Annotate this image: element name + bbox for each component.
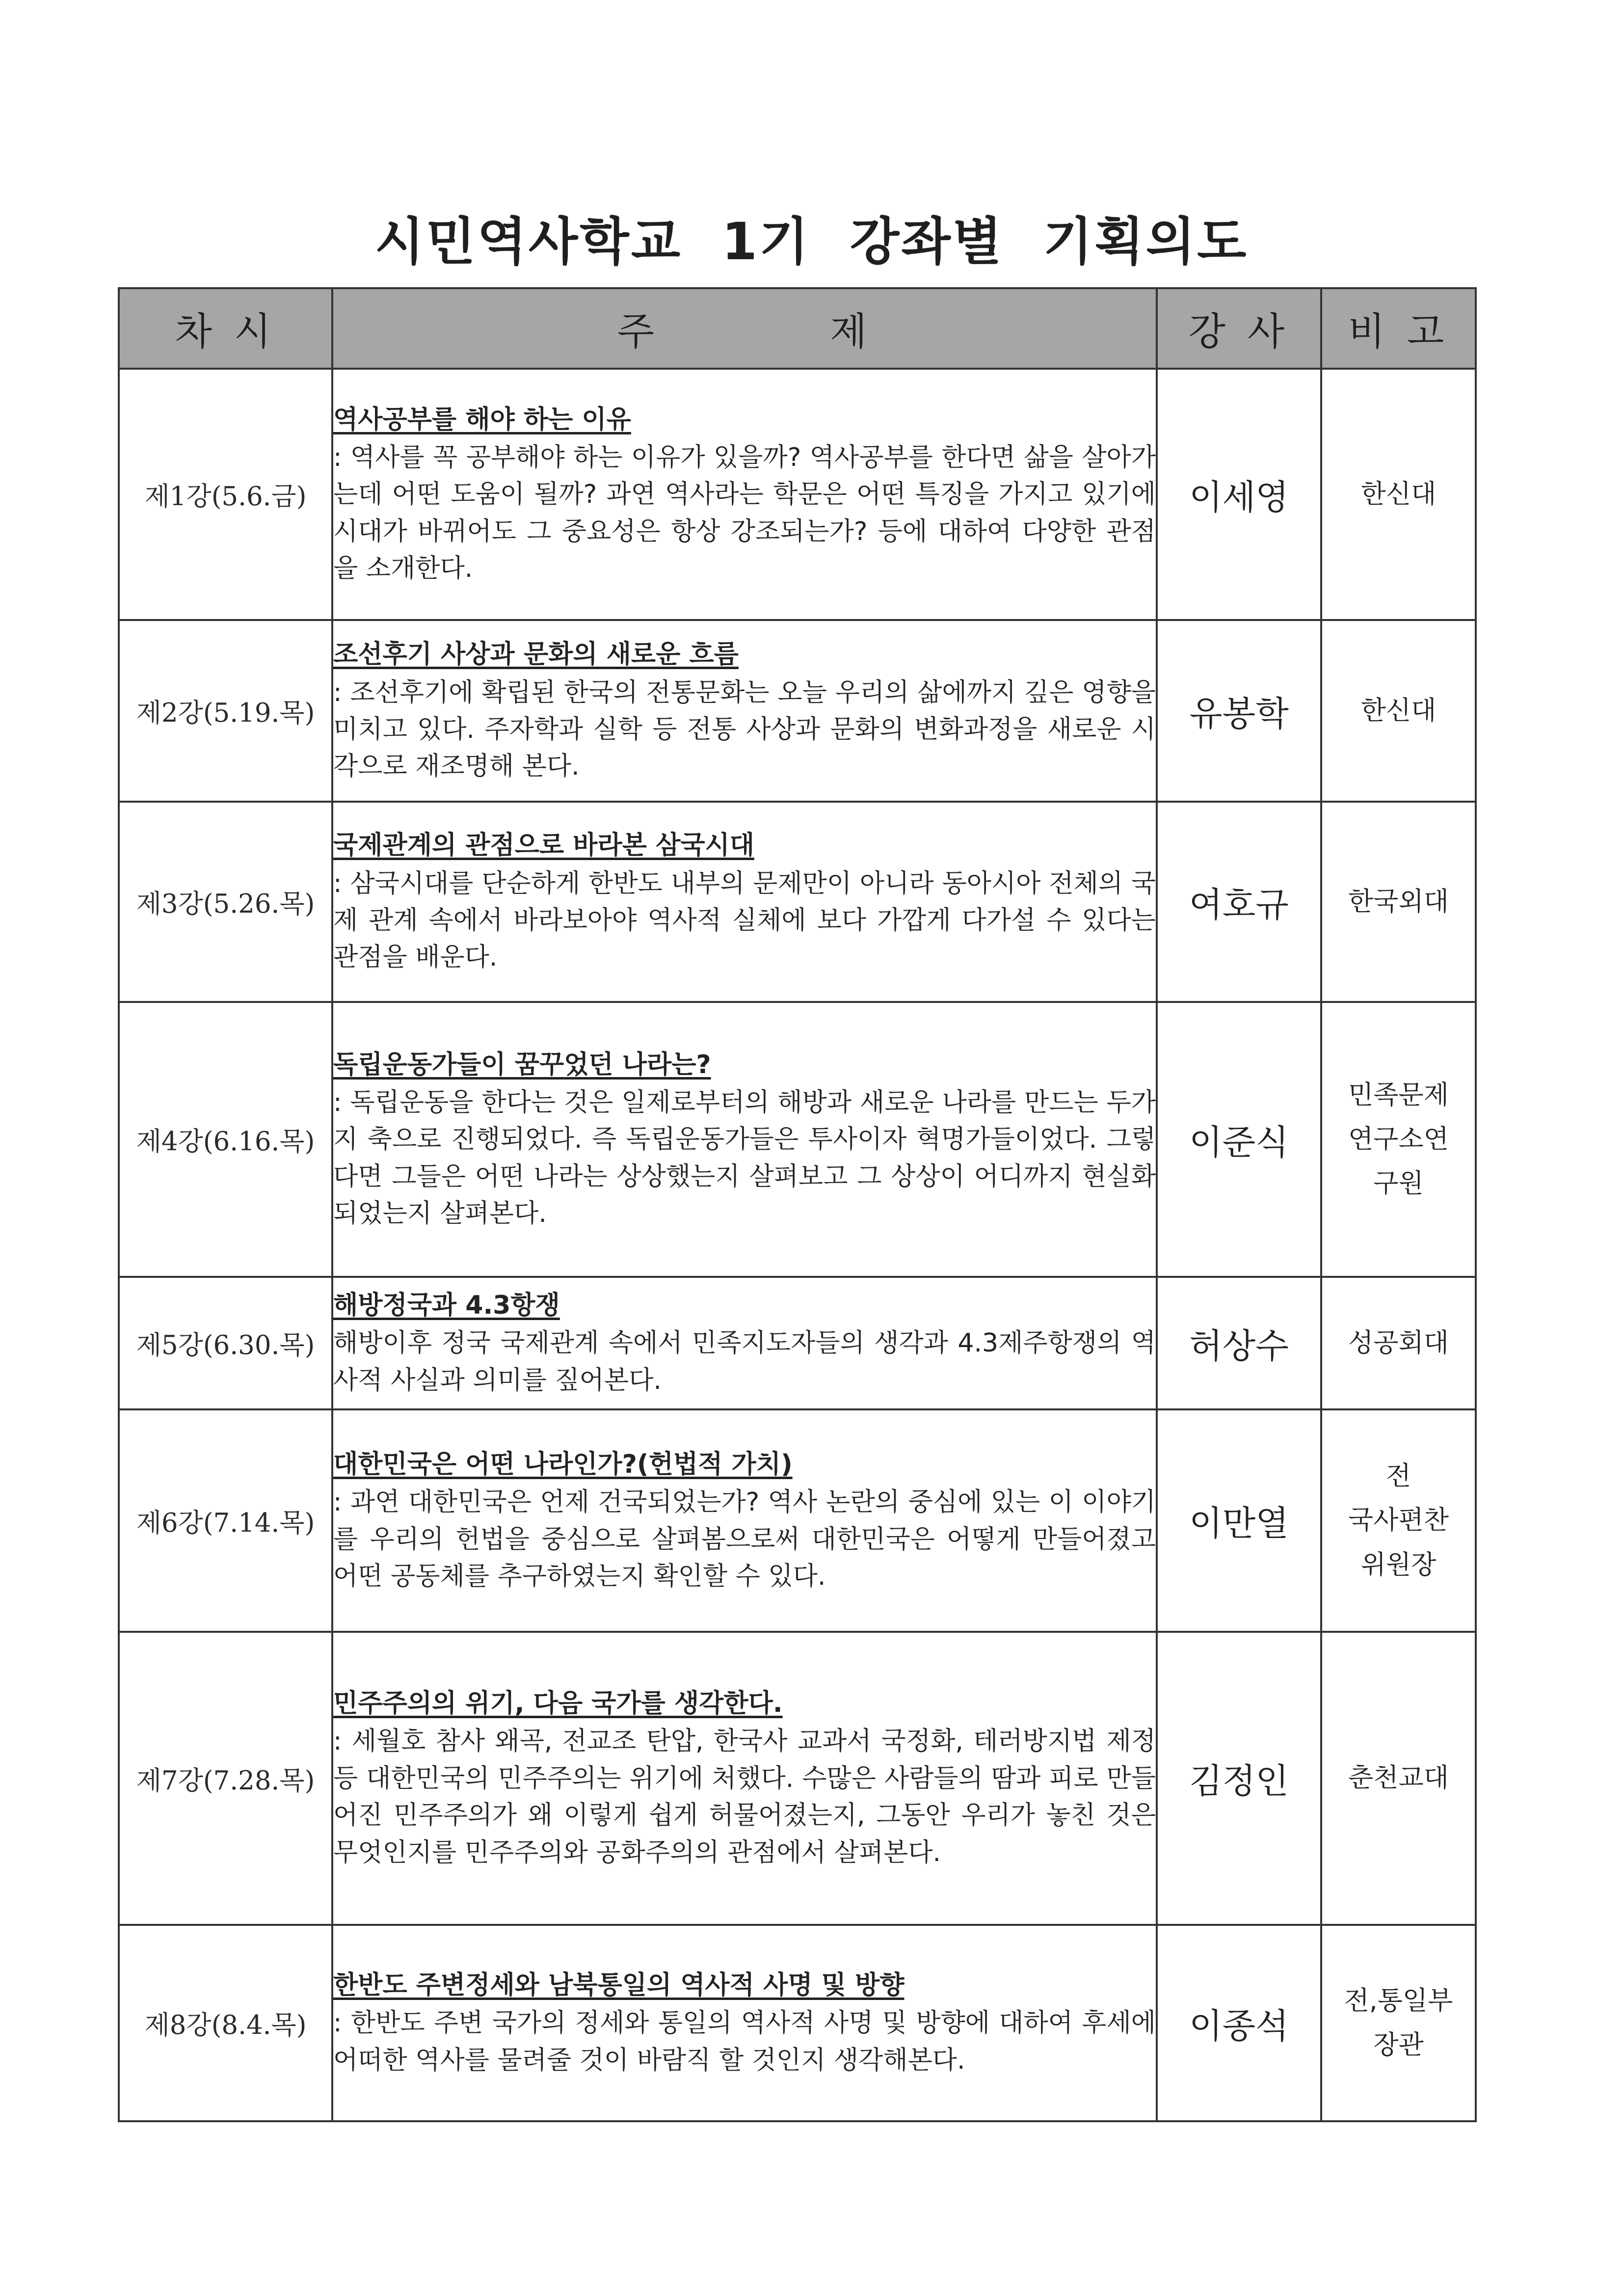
remark-line: 연구소연 bbox=[1348, 1124, 1449, 1154]
topic-description: : 독립운동을 한다는 것은 일제로부터의 해방과 새로운 나라를 만드는 두가지 축으로 진행되었다. 즉 독립운동가들은 투사이자 혁명가들이었다. 그렇다면 그들은 어떤 나라는 상상했는지 살펴보고 그 상상이 어디까지 현실화되었는지 살펴본다. bbox=[333, 1087, 1156, 1229]
topic-title: 해방정국과 4.3항쟁 bbox=[333, 1290, 560, 1320]
table-row bbox=[119, 802, 1476, 1002]
remark-line: 춘천교대 bbox=[1348, 1763, 1449, 1793]
lecturer-cell: 김정인 bbox=[1157, 1632, 1321, 1925]
topic-title: 대한민국은 어떤 나라인가?(헌법적 가치) bbox=[333, 1449, 793, 1479]
session-cell: 제4강(6.16.목) bbox=[119, 1002, 332, 1277]
remark-line: 전 bbox=[1385, 1461, 1411, 1491]
lecturer-cell: 이만열 bbox=[1157, 1409, 1321, 1632]
remark-line: 한신대 bbox=[1360, 695, 1437, 726]
header-remark: 비 고 bbox=[1321, 288, 1476, 369]
topic-description: : 한반도 주변 국가의 정세와 통일의 역사적 사명 및 방향에 대하여 후세에 어떠한 역사를 물려줄 것이 바람직 할 것인지 생각해본다. bbox=[333, 2008, 1156, 2075]
table-row bbox=[119, 1632, 1476, 1925]
table-header-row bbox=[119, 288, 1476, 369]
session-cell: 제2강(5.19.목) bbox=[119, 620, 332, 802]
session-cell: 제3강(5.26.목) bbox=[119, 802, 332, 1002]
topic-description: 해방이후 정국 국제관계 속에서 민족지도자들의 생각과 4.3제주항쟁의 역사적 사실과 의미를 짚어본다. bbox=[333, 1328, 1156, 1395]
topic-cell bbox=[332, 1277, 1157, 1409]
session-cell: 제6강(7.14.목) bbox=[119, 1409, 332, 1632]
remark-line: 한국외대 bbox=[1348, 886, 1449, 917]
table-row bbox=[119, 1277, 1476, 1409]
topic-cell bbox=[332, 1002, 1157, 1277]
header-lecturer: 강 사 bbox=[1157, 288, 1321, 369]
remark-cell bbox=[1321, 1277, 1476, 1409]
topic-description: : 삼국시대를 단순하게 한반도 내부의 문제만이 아니라 동아시아 전체의 국제 관계 속에서 바라보아야 역사적 실체에 보다 가깝게 다가설 수 있다는 관점을 배운다. bbox=[333, 868, 1156, 972]
header-session: 차 시 bbox=[119, 288, 332, 369]
remark-line: 한신대 bbox=[1360, 479, 1437, 509]
topic-cell bbox=[332, 802, 1157, 1002]
topic-title: 한반도 주변정세와 남북통일의 역사적 사명 및 방향 bbox=[333, 1970, 905, 2000]
topic-title: 조선후기 사상과 문화의 새로운 흐름 bbox=[333, 640, 739, 670]
topic-cell bbox=[332, 1409, 1157, 1632]
table-row bbox=[119, 369, 1476, 620]
topic-description: : 조선후기에 확립된 한국의 전통문화는 오늘 우리의 삶에까지 깊은 영향을 미치고 있다. 주자학과 실학 등 전통 사상과 문화의 변화과정을 새로운 시각으로 재조명해 본다. bbox=[333, 677, 1156, 782]
remark-cell bbox=[1321, 1409, 1476, 1632]
topic-cell bbox=[332, 620, 1157, 802]
remark-line: 국사편찬 bbox=[1348, 1505, 1449, 1536]
header-topic: 주 제 bbox=[332, 288, 1157, 369]
lecturer-cell: 유봉학 bbox=[1157, 620, 1321, 802]
topic-title: 민주주의의 위기, 다음 국가를 생각한다. bbox=[333, 1689, 783, 1719]
remark-line: 장관 bbox=[1373, 2030, 1424, 2060]
lecturer-cell: 이세영 bbox=[1157, 369, 1321, 620]
topic-description: : 과연 대한민국은 언제 건국되었는가? 역사 논란의 중심에 있는 이 이야기를 우리의 헌법을 중심으로 살펴봄으로써 대한민국은 어떻게 만들어졌고 어떤 공동체를 추구하였는지 확인할 수 있다. bbox=[333, 1487, 1156, 1591]
remark-cell bbox=[1321, 369, 1476, 620]
lecture-schedule-table bbox=[118, 287, 1477, 2122]
session-cell: 제8강(8.4.목) bbox=[119, 1925, 332, 2121]
remark-line: 민족문제 bbox=[1348, 1080, 1449, 1110]
session-cell: 제1강(5.6.금) bbox=[119, 369, 332, 620]
topic-title: 국제관계의 관점으로 바라본 삼국시대 bbox=[333, 831, 755, 861]
remark-cell bbox=[1321, 802, 1476, 1002]
remark-line: 성공회대 bbox=[1348, 1327, 1449, 1358]
remark-cell bbox=[1321, 1002, 1476, 1277]
session-cell: 제5강(6.30.목) bbox=[119, 1277, 332, 1409]
lecturer-cell: 이준식 bbox=[1157, 1002, 1321, 1277]
page-title: 시민역사학교 1기 강좌별 기획의도 bbox=[374, 212, 1249, 271]
remark-cell bbox=[1321, 1925, 1476, 2121]
table-row bbox=[119, 1002, 1476, 1277]
lecturer-cell: 이종석 bbox=[1157, 1925, 1321, 2121]
remark-line: 위원장 bbox=[1360, 1549, 1437, 1580]
lecturer-cell: 허상수 bbox=[1157, 1277, 1321, 1409]
topic-cell bbox=[332, 1925, 1157, 2121]
session-cell: 제7강(7.28.목) bbox=[119, 1632, 332, 1925]
table-row bbox=[119, 620, 1476, 802]
remark-cell bbox=[1321, 1632, 1476, 1925]
topic-description: : 세월호 참사 왜곡, 전교조 탄압, 한국사 교과서 국정화, 테러방지법 제정 등 대한민국의 민주주의는 위기에 처했다. 수많은 사람들의 땀과 피로 만들어진 민주주의가 왜 이렇게 쉽게 허물어졌는지, 그동안 우리가 놓친 것은 무엇인지를 민주주의와 공화주의의 관점에서 살펴본다. bbox=[333, 1727, 1156, 1867]
remark-line: 구원 bbox=[1373, 1168, 1424, 1199]
table-row bbox=[119, 1409, 1476, 1632]
topic-cell bbox=[332, 1632, 1157, 1925]
topic-title: 독립운동가들이 꿈꾸었던 나라는? bbox=[333, 1050, 711, 1080]
remark-cell bbox=[1321, 620, 1476, 802]
table-row bbox=[119, 1925, 1476, 2121]
topic-title: 역사공부를 해야 하는 이유 bbox=[333, 405, 631, 434]
topic-cell bbox=[332, 369, 1157, 620]
lecturer-cell: 여호규 bbox=[1157, 802, 1321, 1002]
remark-line: 전,통일부 bbox=[1344, 1985, 1453, 2016]
topic-description: : 역사를 꼭 공부해야 하는 이유가 있을까? 역사공부를 한다면 삶을 살아가는데 어떤 도움이 될까? 과연 역사라는 학문은 어떤 특징을 가지고 있기에 시대가 바뀌어도 그 중요성은 항상 강조되는가? 등에 대하여 다양한 관점을 소개한다. bbox=[333, 442, 1156, 584]
